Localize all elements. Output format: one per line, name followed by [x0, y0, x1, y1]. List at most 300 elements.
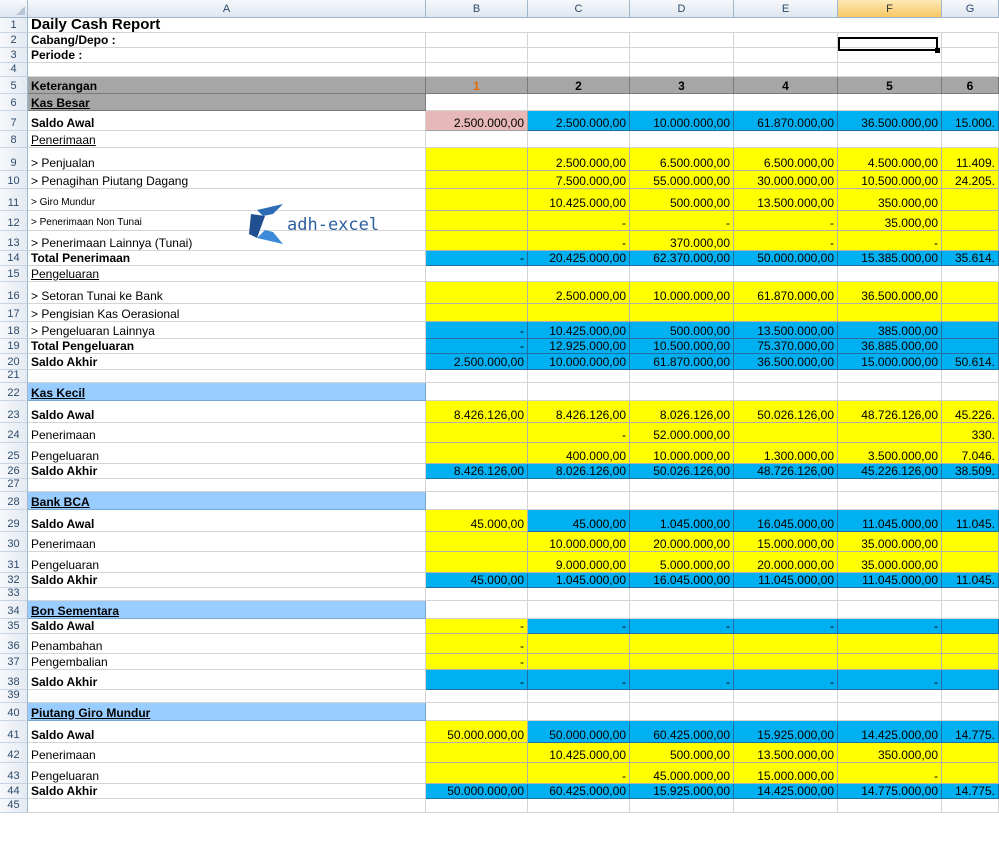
cell-f25[interactable]: 3.500.000,00 — [838, 443, 942, 464]
cell-c2[interactable] — [528, 33, 630, 48]
row-header[interactable]: 17 — [0, 304, 28, 322]
cell-d8[interactable] — [630, 131, 734, 148]
cell-f7[interactable]: 36.500.000,00 — [838, 111, 942, 131]
cell-c19[interactable]: 12.925.000,00 — [528, 339, 630, 354]
cell-e32[interactable]: 11.045.000,00 — [734, 573, 838, 588]
cell-d41[interactable]: 60.425.000,00 — [630, 721, 734, 743]
row-header[interactable]: 20 — [0, 354, 28, 370]
row-header[interactable]: 19 — [0, 339, 28, 354]
cell-e30[interactable]: 15.000.000,00 — [734, 532, 838, 552]
cell-g43[interactable] — [942, 763, 999, 784]
cell-g13[interactable] — [942, 231, 999, 251]
row-header[interactable]: 2 — [0, 33, 28, 48]
cell-d28[interactable] — [630, 492, 734, 510]
cell-a30[interactable]: Penerimaan — [28, 532, 426, 552]
cell-g33[interactable] — [942, 588, 999, 601]
cell-g20[interactable]: 50.614. — [942, 354, 999, 370]
cell-e12[interactable]: - — [734, 211, 838, 231]
cell-a26[interactable]: Saldo Akhir — [28, 464, 426, 479]
cell-e42[interactable]: 13.500.000,00 — [734, 743, 838, 763]
cell-d30[interactable]: 20.000.000,00 — [630, 532, 734, 552]
cell-g22[interactable] — [942, 383, 999, 401]
cell-a16[interactable]: > Setoran Tunai ke Bank — [28, 282, 426, 304]
cell-c13[interactable]: - — [528, 231, 630, 251]
row-header[interactable]: 26 — [0, 464, 28, 479]
cell-e20[interactable]: 36.500.000,00 — [734, 354, 838, 370]
cell-e7[interactable]: 61.870.000,00 — [734, 111, 838, 131]
cell-c40[interactable] — [528, 703, 630, 721]
row-header[interactable]: 24 — [0, 423, 28, 443]
cell-g14[interactable]: 35.614. — [942, 251, 999, 266]
cell-d9[interactable]: 6.500.000,00 — [630, 148, 734, 171]
cell-a14[interactable]: Total Penerimaan — [28, 251, 426, 266]
cell-b1[interactable] — [426, 18, 528, 33]
row-header[interactable]: 3 — [0, 48, 28, 63]
active-cell-selection[interactable] — [838, 37, 938, 51]
cell-e1[interactable] — [734, 18, 838, 33]
cell-f26[interactable]: 45.226.126,00 — [838, 464, 942, 479]
cell-g11[interactable] — [942, 189, 999, 211]
cell-f15[interactable] — [838, 266, 942, 282]
row-header[interactable]: 29 — [0, 510, 28, 532]
cell-g26[interactable]: 38.509. — [942, 464, 999, 479]
cell-e27[interactable] — [734, 479, 838, 492]
cell-f29[interactable]: 11.045.000,00 — [838, 510, 942, 532]
cell-c24[interactable]: - — [528, 423, 630, 443]
cell-a7[interactable]: Saldo Awal — [28, 111, 426, 131]
cell-d29[interactable]: 1.045.000,00 — [630, 510, 734, 532]
column-header-c[interactable]: C — [528, 0, 630, 18]
cell-a39[interactable] — [28, 690, 426, 703]
cell-f11[interactable]: 350.000,00 — [838, 189, 942, 211]
cell-e6[interactable] — [734, 94, 838, 111]
cell-b17[interactable] — [426, 304, 528, 322]
cell-d27[interactable] — [630, 479, 734, 492]
cell-d1[interactable] — [630, 18, 734, 33]
cell-a29[interactable]: Saldo Awal — [28, 510, 426, 532]
cell-b40[interactable] — [426, 703, 528, 721]
cell-f20[interactable]: 15.000.000,00 — [838, 354, 942, 370]
cell-f4[interactable] — [838, 63, 942, 77]
cell-d37[interactable] — [630, 654, 734, 670]
cell-c15[interactable] — [528, 266, 630, 282]
cell-a12[interactable]: > Penerimaan Non Tunai — [28, 211, 426, 231]
cell-b20[interactable]: 2.500.000,00 — [426, 354, 528, 370]
cell-a45[interactable] — [28, 799, 426, 813]
cell-c11[interactable]: 10.425.000,00 — [528, 189, 630, 211]
cell-b43[interactable] — [426, 763, 528, 784]
cell-d2[interactable] — [630, 33, 734, 48]
cell-b30[interactable] — [426, 532, 528, 552]
cell-c30[interactable]: 10.000.000,00 — [528, 532, 630, 552]
row-header[interactable]: 21 — [0, 370, 28, 383]
cell-c20[interactable]: 10.000.000,00 — [528, 354, 630, 370]
cell-c29[interactable]: 45.000,00 — [528, 510, 630, 532]
cell-b19[interactable]: - — [426, 339, 528, 354]
cell-g30[interactable] — [942, 532, 999, 552]
cell-f44[interactable]: 14.775.000,00 — [838, 784, 942, 799]
cell-d17[interactable] — [630, 304, 734, 322]
cell-e15[interactable] — [734, 266, 838, 282]
cell-b39[interactable] — [426, 690, 528, 703]
cell-e14[interactable]: 50.000.000,00 — [734, 251, 838, 266]
cell-b6[interactable] — [426, 94, 528, 111]
row-header[interactable]: 33 — [0, 588, 28, 601]
cell-d23[interactable]: 8.026.126,00 — [630, 401, 734, 423]
row-header[interactable]: 28 — [0, 492, 28, 510]
row-header[interactable]: 8 — [0, 131, 28, 148]
cell-a33[interactable] — [28, 588, 426, 601]
cell-c35[interactable]: - — [528, 619, 630, 634]
cell-f18[interactable]: 385.000,00 — [838, 322, 942, 339]
cell-e3[interactable] — [734, 48, 838, 63]
column-header-f[interactable]: F — [838, 0, 942, 18]
cell-b31[interactable] — [426, 552, 528, 573]
cell-f45[interactable] — [838, 799, 942, 813]
cell-a9[interactable]: > Penjualan — [28, 148, 426, 171]
cell-c5[interactable]: 2 — [528, 77, 630, 94]
cell-g10[interactable]: 24.205. — [942, 171, 999, 189]
row-header[interactable]: 12 — [0, 211, 28, 231]
cell-a31[interactable]: Pengeluaran — [28, 552, 426, 573]
cell-e22[interactable] — [734, 383, 838, 401]
row-header[interactable]: 42 — [0, 743, 28, 763]
cell-e2[interactable] — [734, 33, 838, 48]
cell-c25[interactable]: 400.000,00 — [528, 443, 630, 464]
row-header[interactable]: 32 — [0, 573, 28, 588]
cell-f16[interactable]: 36.500.000,00 — [838, 282, 942, 304]
cell-c1[interactable] — [528, 18, 630, 33]
cell-g7[interactable]: 15.000. — [942, 111, 999, 131]
cell-d4[interactable] — [630, 63, 734, 77]
cell-a20[interactable]: Saldo Akhir — [28, 354, 426, 370]
cell-b7[interactable]: 2.500.000,00 — [426, 111, 528, 131]
cell-e11[interactable]: 13.500.000,00 — [734, 189, 838, 211]
cell-a25[interactable]: Pengeluaran — [28, 443, 426, 464]
cell-c17[interactable] — [528, 304, 630, 322]
cell-c41[interactable]: 50.000.000,00 — [528, 721, 630, 743]
cell-e13[interactable]: - — [734, 231, 838, 251]
cell-e26[interactable]: 48.726.126,00 — [734, 464, 838, 479]
cell-d40[interactable] — [630, 703, 734, 721]
cell-f41[interactable]: 14.425.000,00 — [838, 721, 942, 743]
row-header[interactable]: 27 — [0, 479, 28, 492]
cell-g29[interactable]: 11.045. — [942, 510, 999, 532]
column-header-b[interactable]: B — [426, 0, 528, 18]
cell-a10[interactable]: > Penagihan Piutang Dagang — [28, 171, 426, 189]
cell-f30[interactable]: 35.000.000,00 — [838, 532, 942, 552]
cell-c12[interactable]: - — [528, 211, 630, 231]
cell-c33[interactable] — [528, 588, 630, 601]
cell-e25[interactable]: 1.300.000,00 — [734, 443, 838, 464]
cell-d34[interactable] — [630, 601, 734, 619]
cell-b18[interactable]: - — [426, 322, 528, 339]
cell-g37[interactable] — [942, 654, 999, 670]
row-header[interactable]: 13 — [0, 231, 28, 251]
cell-b41[interactable]: 50.000.000,00 — [426, 721, 528, 743]
cell-f10[interactable]: 10.500.000,00 — [838, 171, 942, 189]
cell-g44[interactable]: 14.775. — [942, 784, 999, 799]
cell-d33[interactable] — [630, 588, 734, 601]
row-header[interactable]: 39 — [0, 690, 28, 703]
cell-a42[interactable]: Penerimaan — [28, 743, 426, 763]
cell-c43[interactable]: - — [528, 763, 630, 784]
cell-g32[interactable]: 11.045. — [942, 573, 999, 588]
cell-a6[interactable]: Kas Besar — [28, 94, 426, 111]
cell-a43[interactable]: Pengeluaran — [28, 763, 426, 784]
cell-e41[interactable]: 15.925.000,00 — [734, 721, 838, 743]
cell-a40[interactable]: Piutang Giro Mundur — [28, 703, 426, 721]
row-header[interactable]: 9 — [0, 148, 28, 171]
cell-b21[interactable] — [426, 370, 528, 383]
cell-b22[interactable] — [426, 383, 528, 401]
cell-e28[interactable] — [734, 492, 838, 510]
cell-b42[interactable] — [426, 743, 528, 763]
cell-g4[interactable] — [942, 63, 999, 77]
row-header[interactable]: 23 — [0, 401, 28, 423]
cell-b29[interactable]: 45.000,00 — [426, 510, 528, 532]
cell-f34[interactable] — [838, 601, 942, 619]
cell-a15[interactable]: Pengeluaran — [28, 266, 426, 282]
cell-b24[interactable] — [426, 423, 528, 443]
cell-b16[interactable] — [426, 282, 528, 304]
cell-e18[interactable]: 13.500.000,00 — [734, 322, 838, 339]
cell-a28[interactable]: Bank BCA — [28, 492, 426, 510]
cell-b26[interactable]: 8.426.126,00 — [426, 464, 528, 479]
cell-e44[interactable]: 14.425.000,00 — [734, 784, 838, 799]
cell-e45[interactable] — [734, 799, 838, 813]
cell-e38[interactable]: - — [734, 670, 838, 690]
cell-d32[interactable]: 16.045.000,00 — [630, 573, 734, 588]
cell-c42[interactable]: 10.425.000,00 — [528, 743, 630, 763]
column-header-g[interactable]: G — [942, 0, 999, 18]
cell-d18[interactable]: 500.000,00 — [630, 322, 734, 339]
cell-f31[interactable]: 35.000.000,00 — [838, 552, 942, 573]
cell-b12[interactable] — [426, 211, 528, 231]
cell-c22[interactable] — [528, 383, 630, 401]
cell-g19[interactable] — [942, 339, 999, 354]
cell-d11[interactable]: 500.000,00 — [630, 189, 734, 211]
cell-b8[interactable] — [426, 131, 528, 148]
cell-a24[interactable]: Penerimaan — [28, 423, 426, 443]
cell-e31[interactable]: 20.000.000,00 — [734, 552, 838, 573]
cell-a17[interactable]: > Pengisian Kas Oerasional — [28, 304, 426, 322]
row-header[interactable]: 43 — [0, 763, 28, 784]
cell-b32[interactable]: 45.000,00 — [426, 573, 528, 588]
cell-g5[interactable]: 6 — [942, 77, 999, 94]
cell-g45[interactable] — [942, 799, 999, 813]
cell-d7[interactable]: 10.000.000,00 — [630, 111, 734, 131]
cell-f5[interactable]: 5 — [838, 77, 942, 94]
cell-d12[interactable]: - — [630, 211, 734, 231]
cell-d21[interactable] — [630, 370, 734, 383]
cell-f1[interactable] — [838, 18, 942, 33]
cell-d5[interactable]: 3 — [630, 77, 734, 94]
cell-g41[interactable]: 14.775. — [942, 721, 999, 743]
cell-c18[interactable]: 10.425.000,00 — [528, 322, 630, 339]
cell-a41[interactable]: Saldo Awal — [28, 721, 426, 743]
cell-f21[interactable] — [838, 370, 942, 383]
cell-e39[interactable] — [734, 690, 838, 703]
cell-f38[interactable]: - — [838, 670, 942, 690]
cell-e4[interactable] — [734, 63, 838, 77]
cell-g9[interactable]: 11.409. — [942, 148, 999, 171]
cell-e9[interactable]: 6.500.000,00 — [734, 148, 838, 171]
cell-d16[interactable]: 10.000.000,00 — [630, 282, 734, 304]
cell-c4[interactable] — [528, 63, 630, 77]
row-header[interactable]: 4 — [0, 63, 28, 77]
cell-g31[interactable] — [942, 552, 999, 573]
cell-a35[interactable]: Saldo Awal — [28, 619, 426, 634]
cell-a2[interactable]: Cabang/Depo : — [28, 33, 426, 48]
cell-a22[interactable]: Kas Kecil — [28, 383, 426, 401]
cell-g23[interactable]: 45.226. — [942, 401, 999, 423]
cell-g6[interactable] — [942, 94, 999, 111]
cell-f17[interactable] — [838, 304, 942, 322]
row-header[interactable]: 14 — [0, 251, 28, 266]
cell-d24[interactable]: 52.000.000,00 — [630, 423, 734, 443]
cell-b3[interactable] — [426, 48, 528, 63]
cell-f23[interactable]: 48.726.126,00 — [838, 401, 942, 423]
row-header[interactable]: 16 — [0, 282, 28, 304]
cell-b27[interactable] — [426, 479, 528, 492]
cell-g15[interactable] — [942, 266, 999, 282]
cell-f40[interactable] — [838, 703, 942, 721]
cell-d14[interactable]: 62.370.000,00 — [630, 251, 734, 266]
cell-d31[interactable]: 5.000.000,00 — [630, 552, 734, 573]
cell-g8[interactable] — [942, 131, 999, 148]
row-header[interactable]: 10 — [0, 171, 28, 189]
cell-b38[interactable]: - — [426, 670, 528, 690]
cell-a13[interactable]: > Penerimaan Lainnya (Tunai) — [28, 231, 426, 251]
cell-c7[interactable]: 2.500.000,00 — [528, 111, 630, 131]
row-header[interactable]: 40 — [0, 703, 28, 721]
row-header[interactable]: 38 — [0, 670, 28, 690]
cell-f35[interactable]: - — [838, 619, 942, 634]
cell-c26[interactable]: 8.026.126,00 — [528, 464, 630, 479]
cell-g21[interactable] — [942, 370, 999, 383]
cell-c21[interactable] — [528, 370, 630, 383]
cell-a36[interactable]: Penambahan — [28, 634, 426, 654]
cell-c14[interactable]: 20.425.000,00 — [528, 251, 630, 266]
cell-c37[interactable] — [528, 654, 630, 670]
row-header[interactable]: 1 — [0, 18, 28, 33]
cell-b13[interactable] — [426, 231, 528, 251]
cell-c38[interactable]: - — [528, 670, 630, 690]
cell-c9[interactable]: 2.500.000,00 — [528, 148, 630, 171]
cell-c3[interactable] — [528, 48, 630, 63]
cell-c34[interactable] — [528, 601, 630, 619]
cell-a11[interactable]: > Giro Mundur — [28, 189, 426, 211]
cell-e36[interactable] — [734, 634, 838, 654]
cell-c23[interactable]: 8.426.126,00 — [528, 401, 630, 423]
cell-e23[interactable]: 50.026.126,00 — [734, 401, 838, 423]
row-header[interactable]: 25 — [0, 443, 28, 464]
cell-g24[interactable]: 330. — [942, 423, 999, 443]
row-header[interactable]: 18 — [0, 322, 28, 339]
cell-g3[interactable] — [942, 48, 999, 63]
cell-g25[interactable]: 7.046. — [942, 443, 999, 464]
row-header[interactable]: 6 — [0, 94, 28, 111]
cell-c32[interactable]: 1.045.000,00 — [528, 573, 630, 588]
row-header[interactable]: 22 — [0, 383, 28, 401]
cell-d22[interactable] — [630, 383, 734, 401]
cell-e40[interactable] — [734, 703, 838, 721]
cell-a3[interactable]: Periode : — [28, 48, 426, 63]
cell-c45[interactable] — [528, 799, 630, 813]
cell-d38[interactable]: - — [630, 670, 734, 690]
cell-e24[interactable] — [734, 423, 838, 443]
cell-g35[interactable] — [942, 619, 999, 634]
cell-b5[interactable]: 1 — [426, 77, 528, 94]
column-header-a[interactable]: A — [28, 0, 426, 18]
cell-g17[interactable] — [942, 304, 999, 322]
cell-e16[interactable]: 61.870.000,00 — [734, 282, 838, 304]
cell-b28[interactable] — [426, 492, 528, 510]
cell-a34[interactable]: Bon Sementara — [28, 601, 426, 619]
cell-g27[interactable] — [942, 479, 999, 492]
cell-g18[interactable] — [942, 322, 999, 339]
cell-c10[interactable]: 7.500.000,00 — [528, 171, 630, 189]
cell-d43[interactable]: 45.000.000,00 — [630, 763, 734, 784]
cell-e34[interactable] — [734, 601, 838, 619]
cell-b34[interactable] — [426, 601, 528, 619]
cell-a32[interactable]: Saldo Akhir — [28, 573, 426, 588]
cell-f6[interactable] — [838, 94, 942, 111]
cell-b35[interactable]: - — [426, 619, 528, 634]
cell-e5[interactable]: 4 — [734, 77, 838, 94]
cell-d26[interactable]: 50.026.126,00 — [630, 464, 734, 479]
cell-b14[interactable]: - — [426, 251, 528, 266]
cell-f9[interactable]: 4.500.000,00 — [838, 148, 942, 171]
cell-g16[interactable] — [942, 282, 999, 304]
cell-c28[interactable] — [528, 492, 630, 510]
cell-d35[interactable]: - — [630, 619, 734, 634]
row-header[interactable]: 41 — [0, 721, 28, 743]
cell-e8[interactable] — [734, 131, 838, 148]
cell-c31[interactable]: 9.000.000,00 — [528, 552, 630, 573]
cell-g28[interactable] — [942, 492, 999, 510]
cell-g2[interactable] — [942, 33, 999, 48]
cell-b33[interactable] — [426, 588, 528, 601]
row-header[interactable]: 5 — [0, 77, 28, 94]
cell-d20[interactable]: 61.870.000,00 — [630, 354, 734, 370]
row-header[interactable]: 15 — [0, 266, 28, 282]
cell-d6[interactable] — [630, 94, 734, 111]
cell-b25[interactable] — [426, 443, 528, 464]
cell-b37[interactable]: - — [426, 654, 528, 670]
cell-f37[interactable] — [838, 654, 942, 670]
cell-f24[interactable] — [838, 423, 942, 443]
cell-a27[interactable] — [28, 479, 426, 492]
cell-e21[interactable] — [734, 370, 838, 383]
cell-f27[interactable] — [838, 479, 942, 492]
cell-d10[interactable]: 55.000.000,00 — [630, 171, 734, 189]
row-header[interactable]: 7 — [0, 111, 28, 131]
row-header[interactable]: 35 — [0, 619, 28, 634]
cell-c36[interactable] — [528, 634, 630, 654]
row-header[interactable]: 36 — [0, 634, 28, 654]
cell-g38[interactable] — [942, 670, 999, 690]
cell-g1[interactable] — [942, 18, 999, 33]
cell-d45[interactable] — [630, 799, 734, 813]
cell-a23[interactable]: Saldo Awal — [28, 401, 426, 423]
cell-b36[interactable]: - — [426, 634, 528, 654]
cell-d44[interactable]: 15.925.000,00 — [630, 784, 734, 799]
cell-b2[interactable] — [426, 33, 528, 48]
cell-f32[interactable]: 11.045.000,00 — [838, 573, 942, 588]
cell-f22[interactable] — [838, 383, 942, 401]
